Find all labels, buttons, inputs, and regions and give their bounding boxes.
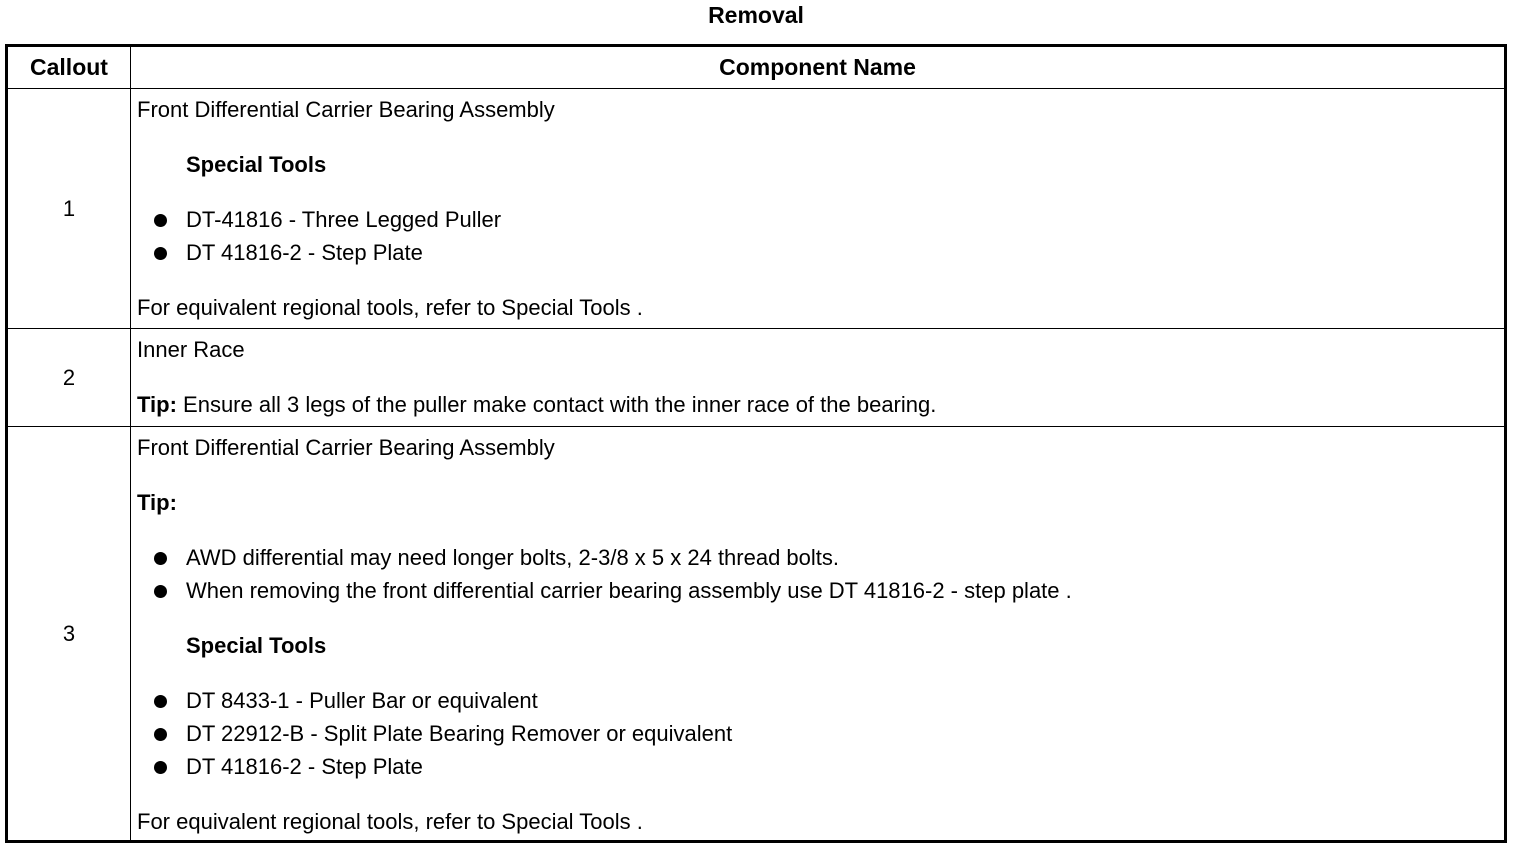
list-item [137,240,1498,273]
component-name: Front Differential Carrier Bearing Assembly [137,97,555,122]
header-callout: Callout [7,46,131,89]
component-cell [131,427,1506,842]
list-item [137,688,1498,721]
tip-line [137,392,1498,418]
tips-list [137,545,1498,611]
bullet-icon [154,695,167,708]
tool-text: DT 22912-B - Split Plate Bearing Remover or equivalent [186,721,733,746]
table-row [7,329,1506,427]
special-tools-heading: Special Tools [186,152,327,177]
bullet-icon [154,247,167,260]
bullet-icon [154,585,167,598]
special-tools-heading: Special Tools [186,633,327,658]
table-row [7,427,1506,842]
tip-text: AWD differential may need longer bolts, 2-3/8 x 5 x 24 thread bolts. [186,545,840,570]
bullet-icon [154,761,167,774]
tip-label: Tip: [137,490,177,515]
bullet-icon [154,214,167,227]
header-component-name: Component Name [131,46,1506,89]
regional-tools-note: For equivalent regional tools, refer to Special Tools . [137,295,643,320]
tool-text: DT-41816 - Three Legged Puller [186,207,502,232]
tool-text: DT 41816-2 - Step Plate [186,754,423,779]
special-tools-list [137,688,1498,787]
component-cell [131,89,1506,329]
callout-cell: 2 [7,329,131,427]
tip-label: Tip: [137,392,177,417]
header-row [7,46,1506,89]
bullet-icon [154,552,167,565]
table-title: Removal [708,2,804,28]
special-tools-list [137,207,1498,273]
list-item [137,578,1498,611]
list-item [137,721,1498,754]
list-item [137,207,1498,240]
tool-text: DT 41816-2 - Step Plate [186,240,423,265]
tool-text: DT 8433-1 - Puller Bar or equivalent [186,688,538,713]
list-item [137,545,1498,578]
regional-tools-note: For equivalent regional tools, refer to Special Tools . [137,809,643,834]
tip-text: When removing the front differential carrier bearing assembly use DT 41816-2 - step plate . [186,578,1072,603]
tip-text: Ensure all 3 legs of the puller make contact with the inner race of the bearing. [176,392,937,417]
list-item [137,754,1498,787]
removal-table [5,44,1507,843]
component-cell [131,329,1506,427]
callout-cell: 3 [7,427,131,842]
table-row [7,89,1506,329]
component-name: Inner Race [137,337,245,362]
bullet-icon [154,728,167,741]
callout-cell: 1 [7,89,131,329]
component-name: Front Differential Carrier Bearing Assembly [137,435,555,460]
